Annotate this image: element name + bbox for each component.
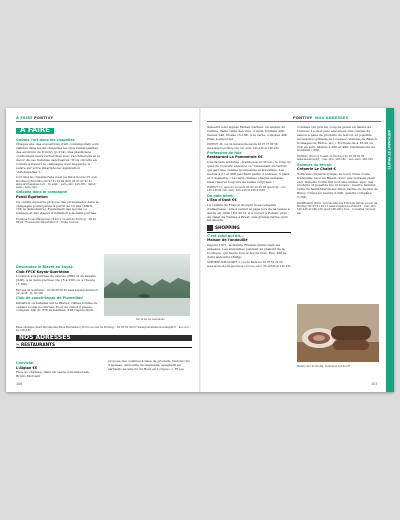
item-text: volumes ont pris un coup de jeune en lisière de l'écluse. Le chef puis amoureux une cuisine de saison à base de produits du terroir, et possible accessoire (pintade de Loudéac, viandes de Baizon, fromages de Réfou, etc.). Formule du à 18,50 ou 21€ en sem. Menus à 36€ et 49€. Déclinaisons de bonnard / 30€. xyxy=(297,125,378,153)
item-info: L'Art dans les chapelles Ferté ouest Les Bains-Gourlan Ft, quai Pronbisurg Pontofliou 02 97 51 91 39 (Ent) 02 97 07 97 31 www.artchapelles.com · mi-sept. : sam.-dim. 14h-19h ; début sept. : sam.-dim. xyxy=(16,176,98,190)
item-title: Club de canoë-kayak de Plumelliau xyxy=(16,296,83,301)
item-title: C'est celui qui dit... xyxy=(207,233,245,238)
book-spread xyxy=(6,108,394,392)
left-lower-column xyxy=(16,264,100,315)
restaurants-heading: ✂ RESTAURANTS xyxy=(16,343,192,349)
page-number: 106 xyxy=(16,382,23,386)
section-title: À FAIRE xyxy=(16,128,54,134)
item-title: Convivial xyxy=(16,361,34,365)
item-title: Descendez le Blavet en kayak xyxy=(16,265,73,269)
shopping-heading: SHOPPING xyxy=(207,225,291,233)
photo-caption: Maison de l'andouille, Guémené-sur-Scorff xyxy=(297,365,350,368)
item-text: Chaque été, des expositions d'art contemporain sont visibles dans les 20 chapelles les plus remarquables des environs de Pontivy (p.214). Des plasticiens confrontent leurs recherches avec l'architecture et le décor de ces humbles sanctuaires. Trois circuits en voiture à travers la campagne sont suggérés, à suivre sur votre smartphone (application "Artchapelles"). xyxy=(16,142,100,174)
item-text: La cuisine de Franck Stoupin nous remplira d'allégresse : elle a séduit le pape lors de sa venue à Auray en 1996 ! En 2012, il a ouvert à Rohan, près du canal de Nantes à Brest, une grande ferme dont les abords xyxy=(207,202,290,223)
item-info: ROHAN (18 km à l'ouest de Pontivy) 02 97 38 91 86 www.leaudoust.fr · mer.-dim. 12h-14h ; ven.-sam. 19h-21h xyxy=(297,154,374,162)
running-head-section: NOS ADRESSES xyxy=(315,116,349,120)
header-rule xyxy=(16,121,192,122)
item-text: Une façade acidulée - framboise et citron - le long du quai du Couvent annonce ce "restaurant du terroir qui sert une cuisine gourmande et travaillée. Les menus à 21 et 26€ (enchant parmi 3 entrées, 3 plats et 3 desserts) ! La carte change chaque semaine, mais réserve toujours de belles surprises ! xyxy=(207,160,291,184)
item-text: Face au château, dans un cadre contemporain, Bruno Morvant xyxy=(16,370,90,379)
item-text: Initiation ou balades sur le Blavet, visites fondée de canaux locale nocturnes. Pour un canot 2 places, comptez 12€ /h, 37€ la matinée, 22€ l'après-midi. xyxy=(16,300,98,313)
andouille-photo xyxy=(297,304,379,362)
item-text: Depuis 1971, la famille Rivalan-Quidu tient les anneaux. Les andouilles pendent au plafond de la boutique, qui fleure bon le feu de bois. Env. 23€ la demi andouille (300g). xyxy=(207,243,287,259)
item-text: Ce centre équestre propose des promenades dans la campagne pontivyenne à partir de 12 ans (18€/h, 15€ la demi-heure). Également des leçons ou manège et des stages d'initiation à la demi-journée. xyxy=(16,199,99,216)
item-title: Galopez dans la campagne xyxy=(16,190,68,195)
item-title: Du pain bénit xyxy=(207,193,233,198)
side-tab: ARTICHAUT ET FRUITS xyxy=(386,108,394,392)
item-info: Fontaine Fouas Malguénac (8 km à l'ouest de Pontivy) · 06 61 83 29 73 www.pondiequitation.fr · Toute l'année xyxy=(16,217,97,225)
cutlery-icon: ✂ xyxy=(16,341,21,347)
item-text: Voilà une crêperie sympa, au bord d'une route tranquille, face au Blavet, avec une terrasse plein sud. Isabelle Collin fait tout elle-même, avec des produits et possible bio et locaux : beurre fermier, cidre de Saint-Martin-sur-Oust, farine du moulin de Buloy. Crêpe au beurre 2,50€, galette complète 5,70€. xyxy=(297,171,378,200)
item-subtitle: Crêperie Le Chalet € xyxy=(297,167,336,172)
item-info: PLUMELLIAU (8 km, promenade des Entrants (Allow va sud de Pontivy) 02 97 51 91 17 www.creperie-le-chalet.fr · mer.-dim. 12h-14h et 19h-21h (sauf 19h-22h) hors : consultez l'annuel par. xyxy=(297,201,378,215)
item-info: Base nautique Saint-Nicolas-des-Eaux Plumelliau (15 km au sud de Pontivy) · 02 97 51 90 57 www.plumelliaucanoekayak.fr · avr.-oct. : tlj, 10h-18h xyxy=(16,326,192,333)
item-title: Goûtez l'art dans les chapelles xyxy=(16,137,75,142)
right-column-2 xyxy=(297,126,379,217)
header-rule xyxy=(207,121,381,122)
forest-silhouette xyxy=(104,254,190,316)
item-title: Saveurs du terroir xyxy=(297,162,332,167)
item-subtitle: Maison de l'andouille xyxy=(207,238,248,243)
item-subtitle: L'Aiglon €€ xyxy=(16,365,38,370)
item-subtitle: Club FFCK Kayak-Guerlédan xyxy=(16,269,70,274)
item-info: PONTIVY 40, rue de Général-de-Gaulle 02 97 27 89 58 www.laiglon-pontivy.com lun.-sam. 12h-14h et 19h-22h xyxy=(207,143,279,150)
photo-caption: Sur le bo de Guerlédan xyxy=(136,318,165,321)
item-subtitle: Restaurant La Pommeraie €€ xyxy=(207,155,263,160)
right-column-1 xyxy=(207,126,291,270)
shopping-bag-icon xyxy=(207,225,213,231)
item-text: propose des cuisines à base de produits bretons (riz d'agneau, andouille de Guémené, spaghetti au sarrasin, escargots du Bout en Longue...). Et les xyxy=(108,359,190,371)
left-bottom-block xyxy=(16,326,192,350)
restaurant-column-1 xyxy=(16,360,100,381)
nos-adresses-banner: NOS ADRESSES xyxy=(16,335,192,341)
item-text: Location à la journée de canoës (38€) et de kayaks (22€), à la demi-journée (de 15 à 25€) ou à l'heure (7-10€). xyxy=(16,274,96,287)
running-head-city: PONTIVY xyxy=(34,116,54,120)
item-subtitle: Pondi Équitation xyxy=(16,194,48,199)
right-page xyxy=(201,108,394,392)
running-head-city: PONTIVY xyxy=(293,116,313,120)
item-info: Barrage de Guerlédan · 02 96 28 00 00 www.kayakguerledan.fr · juil.-août : tlj, 9h-19h xyxy=(16,288,101,295)
river-photo xyxy=(104,254,190,316)
left-column-1 xyxy=(16,126,100,226)
item-subtitle: L'Eau d'Oust €€ xyxy=(207,198,237,203)
item-title: Profession de foie xyxy=(207,150,242,155)
item-info: GUÉMENÉ-SUR-SCORFF 1, rue de Bellevue 02 97 51 21 09 www.andouille-de-guemene.com lun.-sam. 9h-12h30 et 14h-19h xyxy=(207,261,291,268)
restaurant-column-2 xyxy=(108,360,192,373)
page-number: 107 xyxy=(371,382,378,386)
item-info: PONTIVY 17, quai du Couvent 02 97 25 60 09 quai17@... lun. 12h-14h30 mar.-sam. 12h-14h et 19h-21h30 xyxy=(207,186,287,193)
left-page xyxy=(6,108,199,392)
sausage-illustration xyxy=(297,304,379,362)
running-head-section: À FAIRE xyxy=(16,116,33,120)
item-text: desserts sont signés Fabien Carnier, un ancien du Celtine. Belle carte des vins. À midi, formule 20€, menus 24€. Pizzas 15-16€. À la carte, comptez 40€. Plats à emporter. xyxy=(207,125,289,141)
